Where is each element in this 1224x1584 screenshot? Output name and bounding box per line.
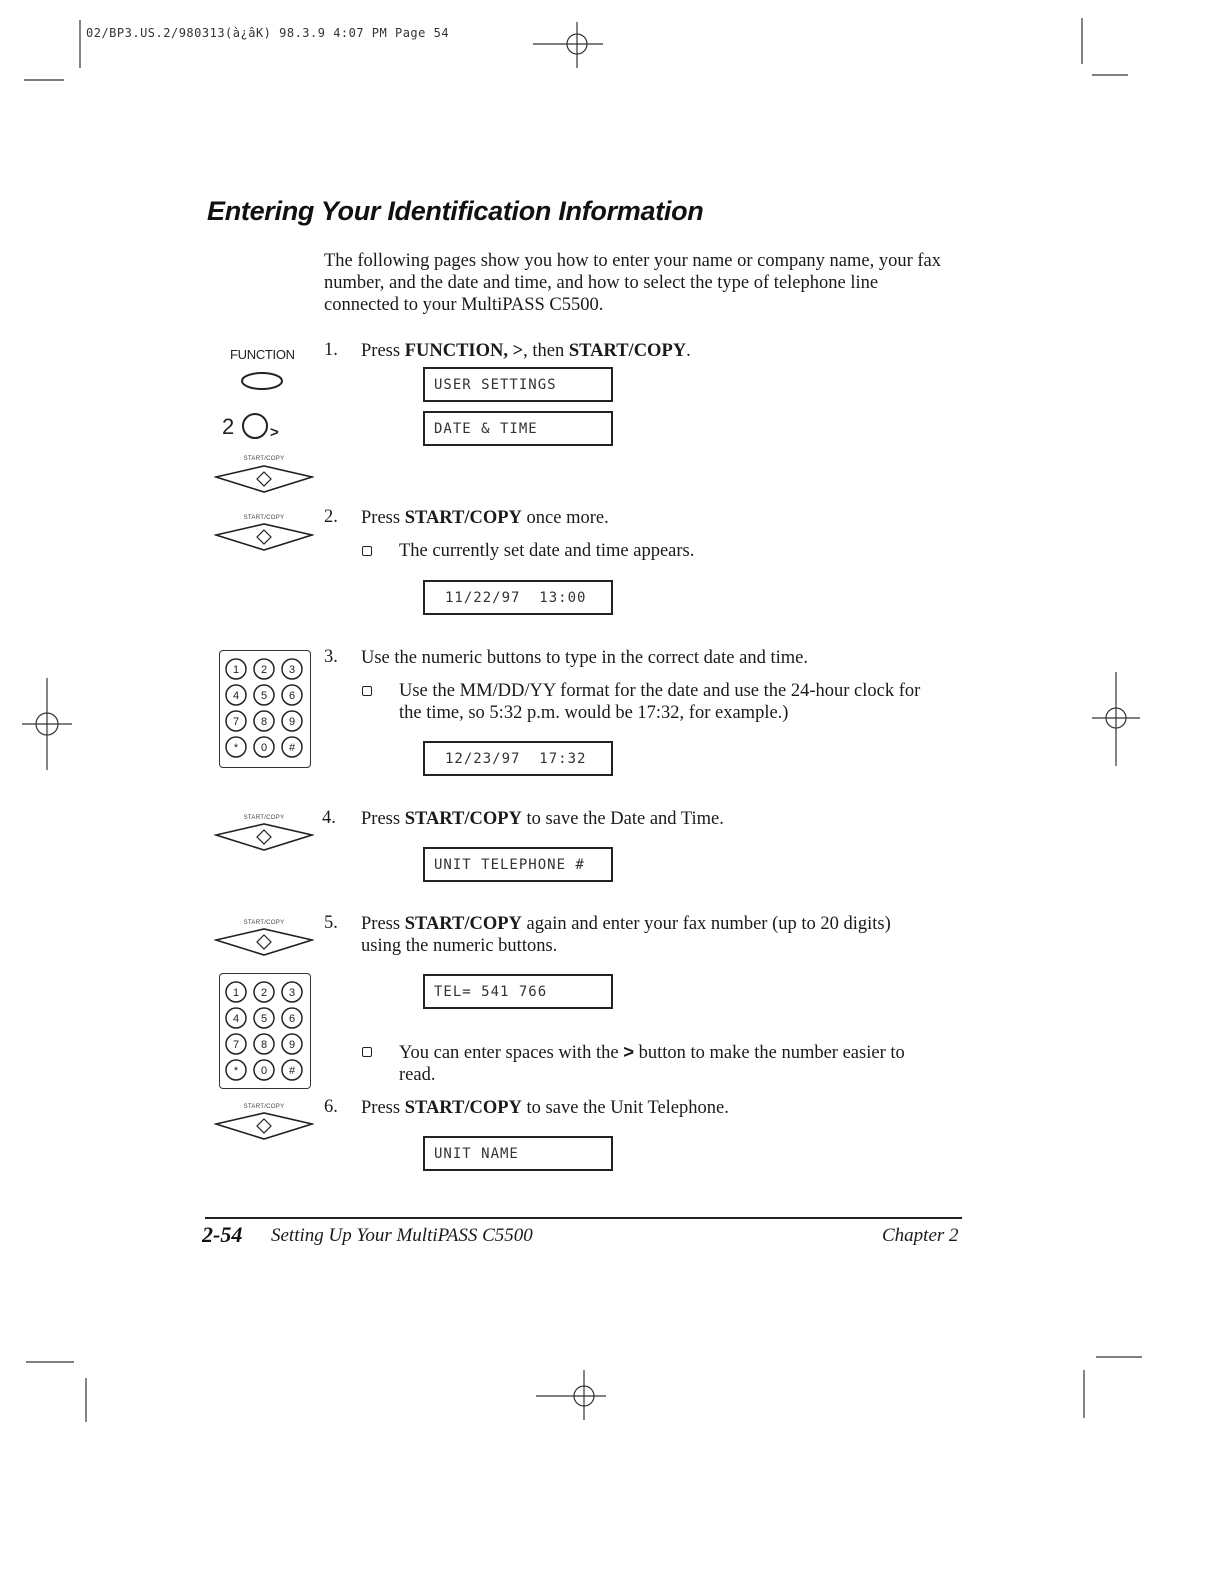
lcd-display: DATE & TIME: [423, 411, 613, 446]
keypad-key-label: #: [288, 742, 296, 754]
intro-paragraph: The following pages show you how to enter your name or company name, your fax number, and the date and time, and how to select the type of telephone line connected to your MultiPASS C5500.: [324, 251, 942, 315]
step-number: 6.: [324, 1097, 338, 1117]
keypad-key-label: 9: [288, 1039, 296, 1051]
step-instruction: [361, 507, 951, 529]
start-copy-label: START/COPY: [243, 456, 285, 462]
note-text: button to make the number easier to read.: [399, 1043, 905, 1085]
step-text: again and enter your fax number (up to 20 digits) using the numeric buttons.: [361, 914, 891, 956]
footer-chapter: Chapter 2: [882, 1225, 959, 1246]
function-button-icon: [238, 368, 286, 394]
start-copy-button-icon: [214, 821, 314, 853]
step-instruction: [361, 808, 951, 830]
keypad-key-label: 9: [288, 716, 296, 728]
step-number: 4.: [322, 808, 336, 828]
step-note: Use the MM/DD/YY format for the date and use the 24-hour clock for the time, so 5:32 p.m. would be 17:32, for example.): [399, 681, 921, 723]
key-name: FUNCTION, >: [404, 341, 524, 361]
step-text: Press: [361, 341, 405, 361]
step-note: [399, 1041, 939, 1086]
keypad-key-label: 1: [232, 987, 240, 999]
keypad-keys: [220, 974, 310, 1087]
step-instruction: [361, 1097, 951, 1119]
function-button-label: FUNCTION: [230, 347, 295, 362]
start-copy-button-icon: [214, 521, 314, 553]
step-text: .: [686, 341, 691, 361]
lcd-display: USER SETTINGS: [423, 367, 613, 402]
keypad-keys: [220, 651, 310, 766]
step-text: once more.: [521, 508, 609, 528]
right-arrow-button-icon: [238, 410, 290, 444]
keypad-key-label: 3: [288, 987, 296, 999]
step-text: Press: [361, 1098, 405, 1118]
keypad-key-label: 8: [260, 1039, 268, 1051]
step-text: to save the Unit Telephone.: [521, 1098, 729, 1118]
bullet-checkbox-icon: [362, 686, 372, 696]
keypad-key-label: 4: [232, 1013, 240, 1025]
page-number: 2-54: [202, 1222, 243, 1247]
two-key-label: 2: [222, 414, 235, 439]
keypad-key-label: 7: [232, 716, 240, 728]
key-name: START/COPY: [404, 809, 522, 829]
keypad-key-label: 6: [288, 1013, 296, 1025]
key-name: START/COPY: [404, 508, 522, 528]
step-number: 2.: [324, 507, 338, 527]
lcd-display: UNIT NAME: [423, 1136, 613, 1171]
step-number: 3.: [324, 647, 338, 667]
note-text: You can enter spaces with the: [399, 1043, 624, 1063]
start-copy-label: START/COPY: [243, 815, 285, 821]
lcd-display: UNIT TELEPHONE #: [423, 847, 613, 882]
key-name: >: [623, 1041, 634, 1062]
lcd-display: 11/22/97 13:00: [423, 580, 613, 615]
lcd-display: TEL= 541 766: [423, 974, 613, 1009]
key-name: START/COPY: [568, 341, 687, 361]
keypad-key-label: #: [288, 1065, 296, 1077]
arrow-key-label: >: [270, 424, 279, 441]
keypad-key-label: 2: [260, 987, 268, 999]
numeric-keypad-icon: [219, 973, 311, 1089]
start-copy-button-icon: [214, 1110, 314, 1142]
page-title: Entering Your Identification Information: [207, 196, 704, 226]
keypad-key-label: 0: [260, 1065, 268, 1077]
step-note: The currently set date and time appears.: [399, 541, 695, 561]
print-job-header: 02/BP3.US.2/980313(à¿âK) 98.3.9 4:07 PM Page 54: [86, 26, 450, 40]
step-instruction: [361, 340, 951, 362]
footer-section-title: Setting Up Your MultiPASS C5500: [271, 1225, 533, 1246]
bullet-checkbox-icon: [362, 546, 372, 556]
start-copy-button-icon: [214, 926, 314, 958]
key-name: START/COPY: [404, 914, 522, 934]
keypad-key-label: *: [233, 742, 239, 754]
bullet-checkbox-icon: [362, 1047, 372, 1057]
keypad-key-label: 3: [288, 664, 296, 676]
keypad-key-label: 5: [260, 1013, 268, 1025]
step-text: , then: [523, 341, 569, 361]
step-text: Press: [361, 914, 405, 934]
keypad-key-label: 4: [232, 690, 240, 702]
start-copy-button-icon: [214, 463, 314, 495]
step-instruction: Use the numeric buttons to type in the correct date and time.: [361, 648, 808, 668]
step-text: Press: [361, 809, 405, 829]
step-text: Press: [361, 508, 405, 528]
keypad-key-label: 1: [232, 664, 240, 676]
start-copy-label: START/COPY: [243, 515, 285, 521]
start-copy-label: START/COPY: [243, 1104, 285, 1110]
start-copy-label: START/COPY: [243, 920, 285, 926]
numeric-keypad-icon: [219, 650, 311, 768]
key-name: START/COPY: [404, 1098, 522, 1118]
keypad-key-label: 7: [232, 1039, 240, 1051]
step-number: 5.: [324, 913, 338, 933]
step-number: 1.: [324, 340, 338, 360]
keypad-key-label: 0: [260, 742, 268, 754]
keypad-key-label: 6: [288, 690, 296, 702]
lcd-display: 12/23/97 17:32: [423, 741, 613, 776]
step-instruction: [361, 913, 931, 957]
keypad-key-label: 8: [260, 716, 268, 728]
keypad-key-label: 2: [260, 664, 268, 676]
keypad-key-label: 5: [260, 690, 268, 702]
keypad-key-label: *: [233, 1065, 239, 1077]
step-text: to save the Date and Time.: [521, 809, 724, 829]
footer-divider: [205, 1217, 962, 1219]
